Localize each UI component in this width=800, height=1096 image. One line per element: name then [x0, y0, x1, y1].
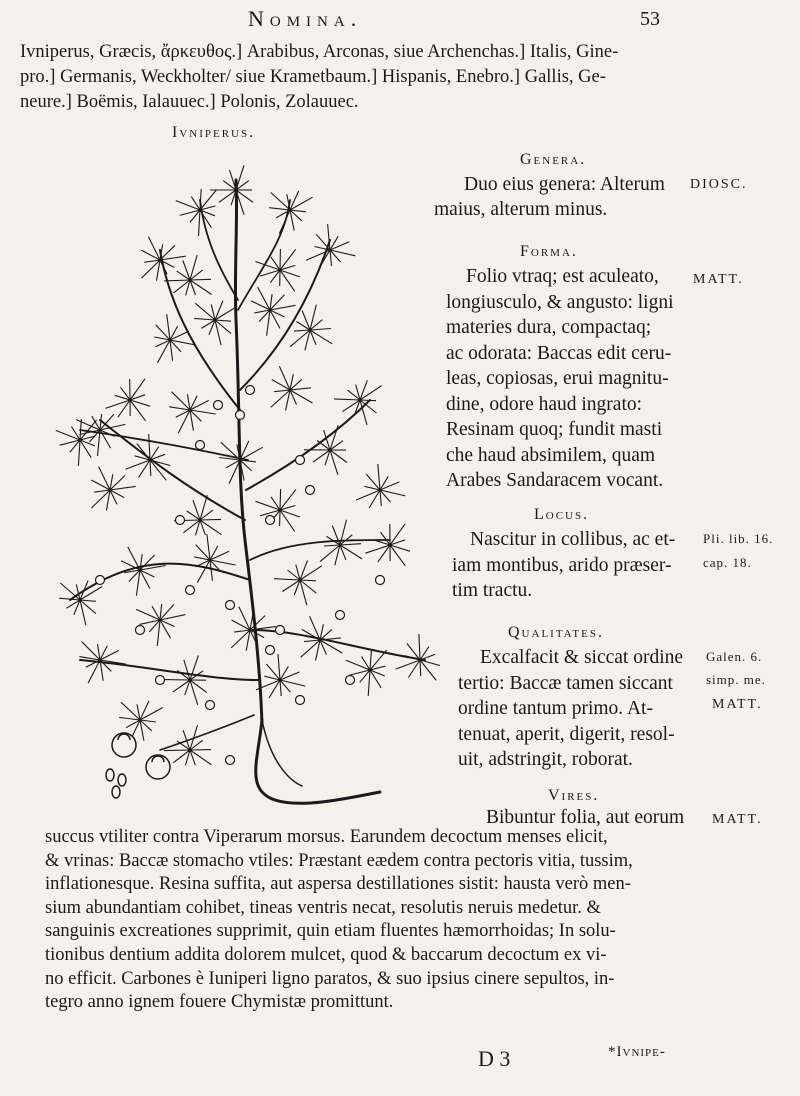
- margin-note: cap. 18.: [703, 555, 752, 570]
- juniper-woodcut-illustration: [40, 160, 440, 810]
- qualitates-line: tertio: Baccæ tamen siccant: [458, 672, 673, 694]
- locus-line: tim tractu.: [452, 580, 533, 601]
- locus-line: iam montibus, arido præser-: [452, 554, 672, 576]
- vires-first-line: Bibuntur folia, aut eorum: [486, 807, 685, 828]
- section-heading-vires: Vires.: [548, 787, 600, 804]
- forma-line: Folio vtraq; est aculeato,: [466, 266, 659, 287]
- catchword: *Ivnipe-: [608, 1044, 666, 1060]
- qualitates-line: uit, adstringit, roborat.: [458, 749, 633, 770]
- vires-line: & vrinas: Baccæ stomacho vtiles: Præstant eædem contra pectoris vitia, tussim,: [45, 850, 633, 871]
- margin-note: MATT.: [693, 272, 744, 287]
- margin-note: Pli. lib. 16.: [703, 531, 774, 546]
- vires-line: tegro anno ignem fouere Chymistæ promittunt.: [45, 992, 394, 1013]
- locus-line: Nascitur in collibus, ac et-: [470, 529, 676, 550]
- nomina-line: neure.] Boëmis, Ialauuec.] Polonis, Zolauuec.: [20, 92, 359, 112]
- forma-line: ac odorata: Baccas edit ceru-: [446, 342, 672, 364]
- nomina-line: Ivniperus, Græcis, ἄρκευθος.] Arabibus, Arconas, siue Archenchas.] Italis, Gine-: [20, 42, 619, 62]
- margin-note: Galen. 6.: [706, 649, 763, 664]
- vires-line: no efficit. Carbones è Iuniperi ligno paratos, & suo ipsius cinere sepultos, in-: [45, 968, 615, 989]
- margin-note: DIOSC.: [690, 177, 748, 192]
- forma-line: dine, odore haud ingrato:: [446, 393, 643, 415]
- section-heading-genera: Genera.: [520, 151, 587, 168]
- page-number: 53: [640, 8, 660, 30]
- forma-line: longiusculo, & angusto: ligni: [446, 291, 674, 313]
- qualitates-line: ordine tantum primo. At-: [458, 698, 653, 719]
- genera-line: Duo eius genera: Alterum: [464, 174, 665, 195]
- forma-line: leas, copiosas, erui magnitu-: [446, 368, 669, 389]
- nomina-line: pro.] Germanis, Weckholter/ siue Krametbaum.] Hispanis, Enebro.] Gallis, Ge-: [20, 67, 606, 87]
- plate-title: Ivniperus.: [172, 124, 256, 141]
- running-head: Nomina.: [248, 6, 363, 31]
- qualitates-line: tenuat, aperit, digerit, resol-: [458, 723, 675, 745]
- genera-line: maius, alterum minus.: [434, 199, 608, 220]
- margin-note: MATT.: [712, 697, 763, 712]
- vires-line: tionibus dentium addita dolorem mulcet, quod & baccarum decoctum ex vi-: [45, 944, 607, 965]
- forma-line: Arabes Sandaracem vocant.: [446, 470, 664, 491]
- vires-line: sium abundantiam cohibet, tineas ventris necat, resolutis neruis medetur. &: [45, 897, 601, 918]
- vires-paragraph: [45, 826, 745, 1015]
- vires-line: sanguinis excreationes supprimit, quin etiam fluentes hæmorrhoidas; In solu-: [45, 921, 616, 942]
- section-heading-forma: Forma.: [520, 243, 578, 260]
- forma-line: Resinam quoq; fundit masti: [446, 419, 663, 440]
- vires-line: inflationesque. Resina suffita, aut aspersa destillationes sistit: hausta verò men-: [45, 874, 631, 895]
- margin-note: simp. me.: [706, 672, 766, 687]
- forma-line: materies dura, compactaq;: [446, 317, 652, 338]
- nomina-block: [20, 40, 670, 115]
- forma-line: che haud absimilem, quam: [446, 444, 656, 466]
- section-heading-qualitates: Qualitates.: [508, 624, 604, 641]
- section-heading-locus: Locus.: [534, 506, 590, 523]
- margin-note: MATT.: [712, 812, 763, 827]
- qualitates-line: Excalfacit & siccat ordine: [480, 647, 684, 668]
- vires-line: succus vtiliter contra Viperarum morsus. Earundem decoctum menses elicit,: [45, 827, 608, 847]
- signature-mark: D 3: [478, 1046, 511, 1071]
